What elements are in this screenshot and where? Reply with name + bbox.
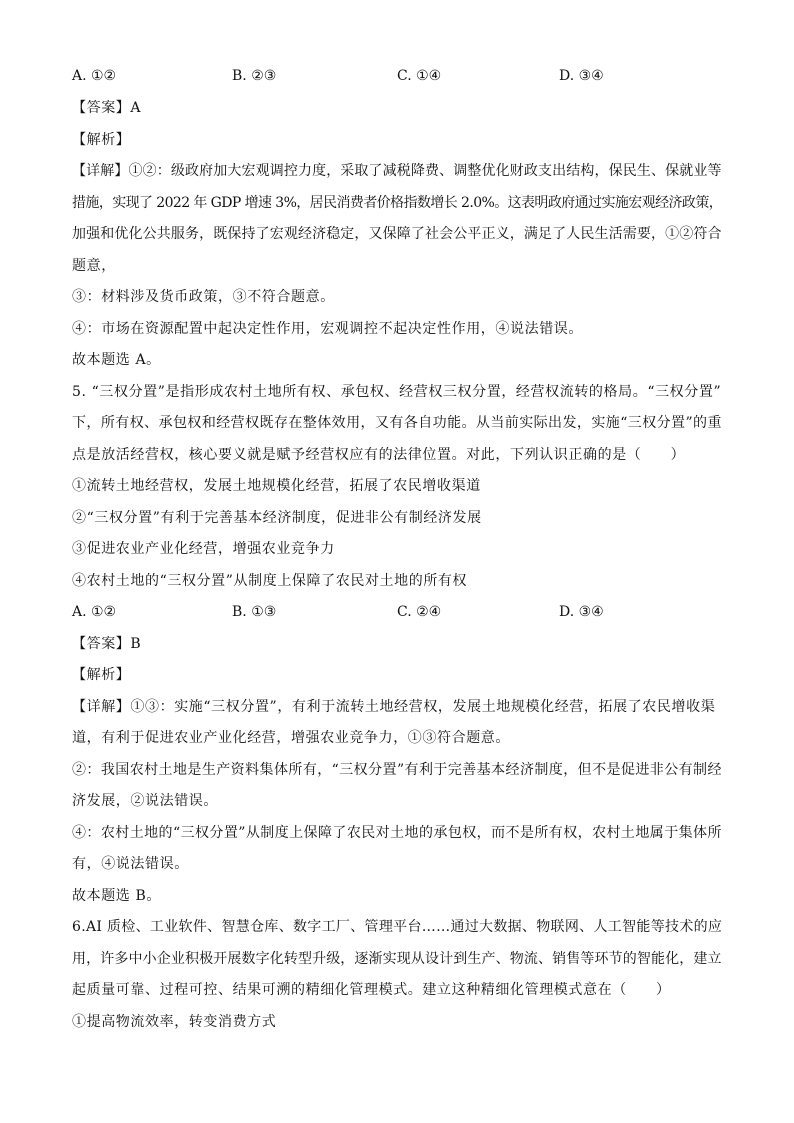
q5-answer: 【答案】B [72,636,142,652]
q4-option-b: B. ②③ [232,68,277,84]
q4-detail-line: 【详解】①②：级政府加大宏观调控力度，采取了减税降费、调整优化财政支出结构，保民生、保就业等 [72,163,722,179]
q5-options [72,602,722,622]
q4-detail-line: ④：市场在资源配置中起决定性作用，宏观调控不起决定性作用，④说法错误。 [72,321,583,337]
q6-stem-line: 6.AI 质检、工业软件、智慧仓库、数字工厂、管理平台……通过大数据、物联网、人工智能等技术的应 [72,919,723,935]
q5-detail-line: 济发展，②说法错误。 [72,793,218,809]
q5-statement: ②“三权分置”有利于完善基本经济制度，促进非公有制经济发展 [72,510,482,526]
q5-detail-line: 【详解】①③：实施“三权分置”，有利于流转土地经营权，发展土地规模化经营，拓展了农民增收渠 [72,699,716,715]
q4-detail-line: 题意， [72,258,116,274]
q5-conclusion: 故本题选 B。 [72,888,161,904]
q4-detail-line: 加强和优化公共服务，既保持了宏观经济稳定，又保障了社会公平正义，满足了人民生活需要，①②符合 [72,226,722,242]
q4-option-d: D. ③④ [559,68,604,84]
q5-statement: ④农村土地的“三权分置”从制度上保障了农民对土地的所有权 [72,573,468,589]
q5-detail-line: 道，有利于促进农业产业化经营，增强农业竞争力，①③符合题意。 [72,730,510,746]
q5-detail-line: 有，④说法错误。 [72,856,189,872]
q6-stem-line: 用，许多中小企业积极开展数字化转型升级，逐渐实现从设计到生产、物流、销售等环节的智能化，建立 [72,951,722,967]
q5-stem-line: 下，所有权、承包权和经营权既存在整体效用，又有各自功能。从当前实际出发，实施“三权分置”的重 [72,415,722,431]
q5-statement: ①流转土地经营权，发展土地规模化经营，拓展了农民增收渠道 [72,478,481,494]
q4-analysis-heading: 【解析】 [72,132,131,148]
q5-stem-line: 点是放活经营权，核心要义就是赋予经营权应有的法律位置。对此，下列认识正确的是（ ） [72,447,686,463]
q6-statement: ①提高物流效率，转变消费方式 [72,1014,277,1030]
q5-option-b: B. ①③ [232,604,277,620]
q4-detail-line: 措施，实现了 2022 年 GDP 增速 3%，居民消费者价格指数增长 2.0%。这表明政府通过实施宏观经济政策， [72,195,723,211]
q5-analysis-heading: 【解析】 [72,667,131,683]
q5-option-d: D. ③④ [559,604,604,620]
q4-options [72,66,722,86]
q5-option-a: A. ①② [72,604,117,620]
q4-conclusion: 故本题选 A。 [72,352,161,368]
q5-statement: ③促进农业产业化经营，增强农业竞争力 [72,541,335,557]
q5-detail-line: ②：我国农村土地是生产资料集体所有，“三权分置”有利于完善基本经济制度，但不是促进非公有制经 [72,762,722,778]
q4-option-a: A. ①② [72,68,117,84]
q4-detail-line: ③：材料涉及货币政策，③不符合题意。 [72,289,335,305]
q5-option-c: C. ②④ [397,604,442,620]
q5-stem-line: 5. “三权分置”是指形成农村土地所有权、承包权、经营权三权分置，经营权流转的格局。“三权分置” [72,384,722,400]
q5-detail-line: ④：农村土地的“三权分置”从制度上保障了农民对土地的承包权，而不是所有权，农村土地属于集体所 [72,825,722,841]
q4-option-c: C. ①④ [397,68,442,84]
q4-answer: 【答案】A [72,100,142,116]
q6-stem-line: 起质量可靠、过程可控、结果可溯的精细化管理模式。建立这种精细化管理模式意在（ ） [72,982,671,998]
